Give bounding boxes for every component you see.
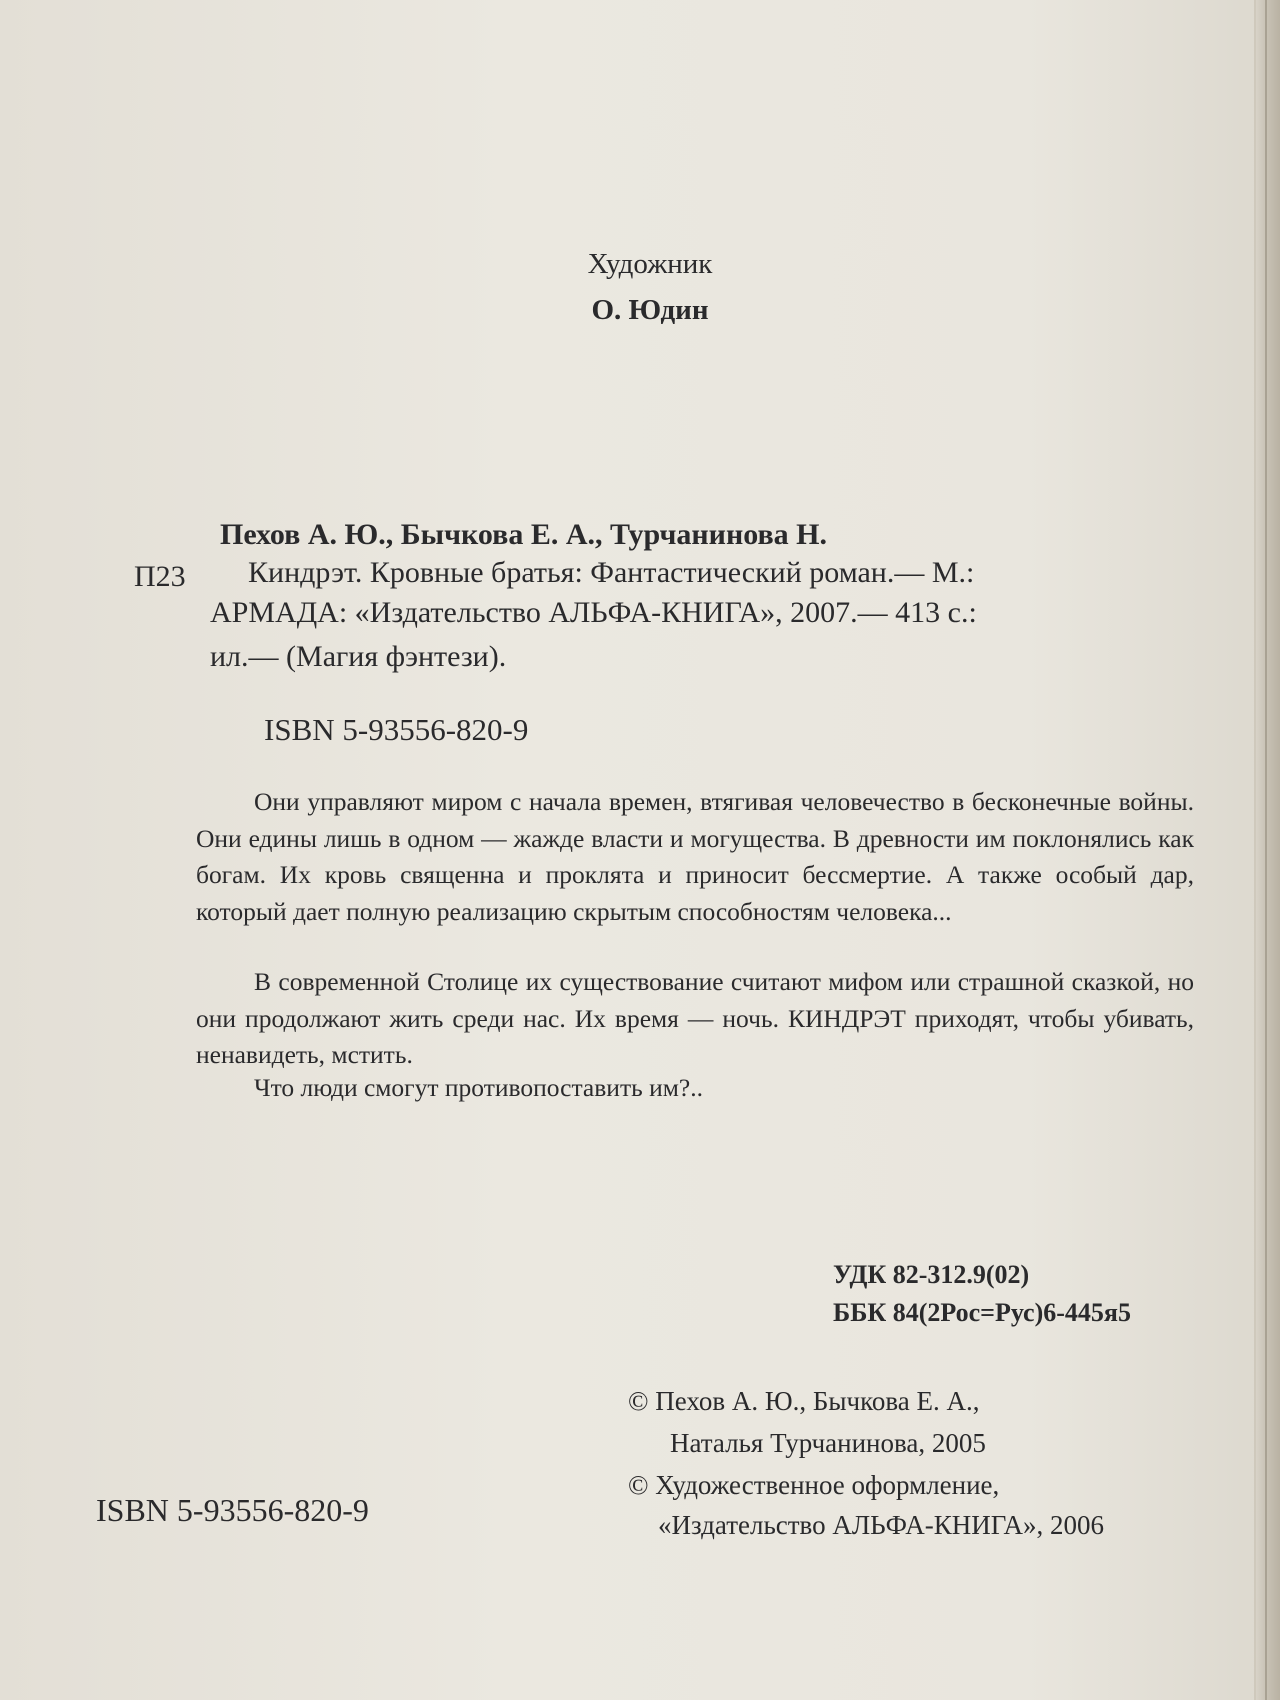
copyright-line: «Издательство АЛЬФА-КНИГА», 2006 (658, 1510, 1104, 1540)
bbk-code: ББК 84(2Рос=Рус)6-445я5 (833, 1298, 1131, 1327)
isbn-main: ISBN 5-93556-820-9 (264, 712, 529, 747)
copyright-line: Наталья Турчанинова, 2005 (670, 1428, 986, 1458)
annotation-text: Они управляют миром с начала времен, втягивая человечество в бесконечные войны. Они едины лишь в одном — жажде власти и могущества. В древности им поклонялись как богам. Их кровь священна и проклята и приносит бессмертие. А также особый дар, который дает полную реализацию скрытым способностям человека... (196, 787, 1194, 926)
isbn-bottom: ISBN 5-93556-820-9 (96, 1492, 369, 1528)
udk-code: УДК 82-312.9(02) (833, 1260, 1030, 1289)
annotation-paragraph (196, 964, 1194, 1074)
bibliographic-line: Киндрэт. Кровные братья: Фантастический роман.— М.: (248, 556, 975, 589)
artist-label: Художник (587, 248, 713, 280)
copyright-line: © Художественное оформление, (628, 1470, 1000, 1500)
copyright-line: © Пехов А. Ю., Бычкова Е. А., (628, 1386, 980, 1416)
authors-line: Пехов А. Ю., Бычкова Е. А., Турчанинова Н. (220, 518, 828, 551)
annotation-text: Что люди смогут противопоставить им?.. (254, 1073, 703, 1102)
annotation-text: В современной Столице их существование считают мифом или страшной сказкой, но они продолжают жить среди нас. Их время — ночь. КИНДРЭТ приходят, чтобы убивать, ненавидеть, мстить. (196, 967, 1194, 1069)
annotation-paragraph (196, 784, 1194, 930)
author-sign-code: П23 (134, 560, 186, 593)
bibliographic-line: АРМАДА: «Издательство АЛЬФА-КНИГА», 2007.— 413 с.: (210, 596, 977, 629)
artist-name: О. Юдин (591, 294, 709, 326)
bibliographic-line: ил.— (Магия фэнтези). (210, 640, 507, 673)
annotation-paragraph (196, 1070, 1194, 1107)
